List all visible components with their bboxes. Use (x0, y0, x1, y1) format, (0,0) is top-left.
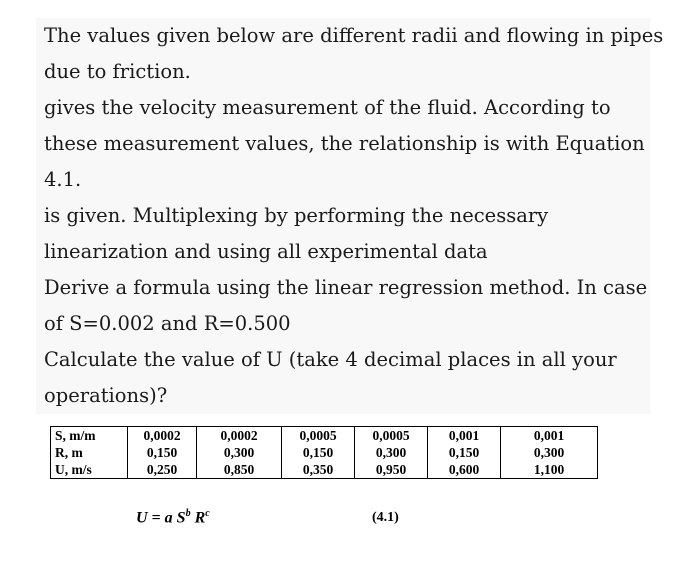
table-cell: 0,001 (428, 427, 501, 445)
question-line: linearization and using all experimental data (44, 240, 488, 263)
table-row (51, 427, 598, 445)
question-line: Derive a formula using the linear regression method. In case (44, 276, 648, 299)
table-cell: 0,350 (282, 461, 355, 479)
row-label: U, m/s (51, 461, 128, 479)
equation (136, 508, 210, 527)
question-line: these measurement values, the relationship is with Equation (44, 132, 645, 155)
table-cell: 0,250 (128, 461, 197, 479)
table-cell: 0,950 (355, 461, 428, 479)
table-cell: 0,300 (197, 444, 282, 461)
table-cell: 0,150 (282, 444, 355, 461)
equation-lhs: U = a S (136, 509, 186, 527)
question-line: gives the velocity measurement of the fluid. According to (44, 96, 611, 119)
question-line: 4.1. (44, 168, 82, 191)
question-line: Calculate the value of U (take 4 decimal places in all your (44, 348, 617, 371)
table-cell: 0,0002 (197, 427, 282, 445)
row-label: S, m/m (51, 427, 128, 445)
question-line: is given. Multiplexing by performing the necessary (44, 204, 549, 227)
table-cell: 0,001 (501, 427, 598, 445)
question-line: operations)? (44, 384, 168, 407)
question-text (36, 18, 664, 414)
table-cell: 0,300 (501, 444, 598, 461)
table-cell: 0,150 (128, 444, 197, 461)
table-cell: 0,0002 (128, 427, 197, 445)
measurement-table (50, 426, 598, 479)
exponent-c: c (205, 508, 210, 519)
equation-number: (4.1) (372, 510, 399, 525)
table-row (51, 444, 598, 461)
table-cell: 1,100 (501, 461, 598, 479)
question-line: due to friction. (44, 60, 191, 83)
table-cell: 0,150 (428, 444, 501, 461)
table-cell: 0,600 (428, 461, 501, 479)
question-line: The values given below are different radii and flowing in pipes (44, 24, 664, 47)
exponent-b: b (185, 508, 191, 519)
table-cell: 0,0005 (282, 427, 355, 445)
row-label: R, m (51, 444, 128, 461)
table-row (51, 461, 598, 479)
equation-r: R (190, 509, 206, 527)
question-line: of S=0.002 and R=0.500 (44, 312, 291, 335)
table-cell: 0,300 (355, 444, 428, 461)
table-cell: 0,850 (197, 461, 282, 479)
table-cell: 0,0005 (355, 427, 428, 445)
